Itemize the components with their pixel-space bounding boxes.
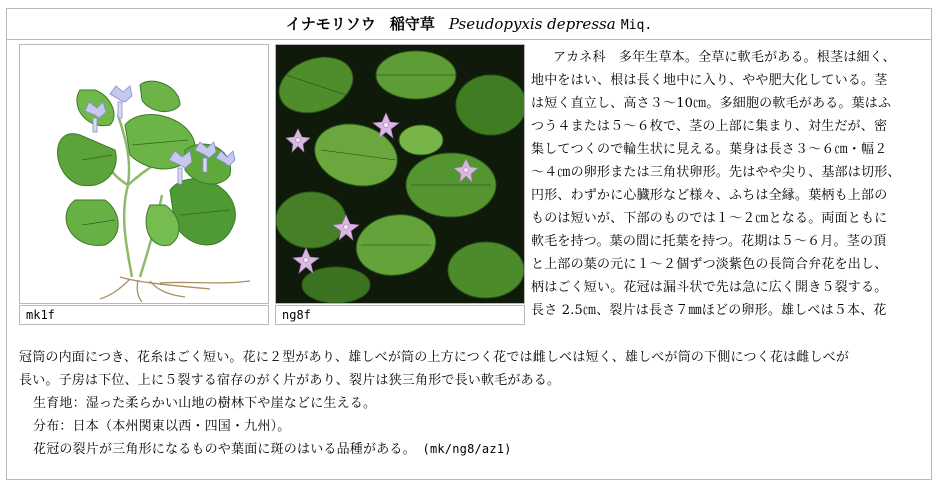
note-text: 花冠の裂片が三角形になるものや葉面に斑のはいる品種がある。 bbox=[33, 442, 410, 457]
description-line: と上部の葉の元に１〜２個ずつ淡紫色の長筒合弁花を出し、 bbox=[531, 257, 888, 272]
title-kana: イナモリソウ bbox=[285, 15, 376, 33]
plant-entry-page bbox=[6, 8, 932, 480]
page-title bbox=[7, 9, 931, 40]
title-scientific-name: Pseudopyxis depressa bbox=[448, 15, 616, 33]
description-line: ものは短いが、下部のものでは１〜２㎝となる。両面ともに bbox=[531, 211, 888, 226]
description-line: 長さ 2.5㎝、裂片は長さ７㎜ほどの卵形。雄しべは５本、花 bbox=[531, 303, 887, 318]
description-line: 地中をはい、根は長く地中に入り、やや肥大化している。茎 bbox=[531, 73, 888, 88]
figure-caption-1: mk1f bbox=[19, 305, 269, 325]
habitat-line: 生育地：湿った柔らかい山地の樹林下や崖などに生える。 bbox=[33, 396, 377, 411]
description-continuation bbox=[19, 346, 925, 461]
description-line: つう４または５〜６枚で、茎の上部に集まり、対生だが、密 bbox=[531, 119, 888, 134]
title-kanji: 稲守草 bbox=[389, 15, 435, 33]
continuation-line: 長い。子房は下位、上に５裂する宿存のがく片があり、裂片は狭三角形で長い軟毛がある。 bbox=[19, 373, 561, 388]
description-line: 集してつくので輪生状に見える。葉身は長さ３〜６㎝・幅２ bbox=[531, 142, 888, 157]
description-text bbox=[531, 46, 927, 322]
description-line: 〜４㎝の卵形または三角状卵形。先はやや尖り、基部は切形、 bbox=[531, 165, 901, 180]
source-citation: (mk/ng8/az1) bbox=[422, 442, 512, 456]
description-line: アカネ科 多年生草本。全草に軟毛がある。根茎は細く、 bbox=[553, 50, 896, 65]
title-author: Miq. bbox=[620, 18, 653, 33]
note-line bbox=[19, 438, 925, 461]
description-line: 柄はごく短い。花冠は漏斗状で先は急に広く開き５裂する。 bbox=[531, 280, 888, 295]
description-line: 軟毛を持つ。葉の間に托葉を持つ。花期は５〜６月。茎の頂 bbox=[531, 234, 887, 249]
distribution-line: 分布：日本（本州関東以西・四国・九州）。 bbox=[33, 419, 291, 434]
figure-caption-2: ng8f bbox=[275, 305, 525, 325]
plant-photo-drawing bbox=[276, 45, 524, 303]
description-line: は短く直立し、高さ３〜10㎝。多細胞の軟毛がある。葉はふ bbox=[531, 96, 892, 111]
illustration-image bbox=[19, 44, 269, 304]
photo-image bbox=[275, 44, 525, 304]
plant-illustration-drawing bbox=[20, 45, 268, 303]
continuation-line: 冠筒の内面につき、花糸はごく短い。花に２型があり、雄しべが筒の上方につく花では雌しべは短く、雄しべが筒の下側につく花は雌しべが bbox=[19, 350, 850, 365]
description-line: 円形、わずかに心臓形など様々、ふちは全縁。葉柄も上部の bbox=[531, 188, 888, 203]
